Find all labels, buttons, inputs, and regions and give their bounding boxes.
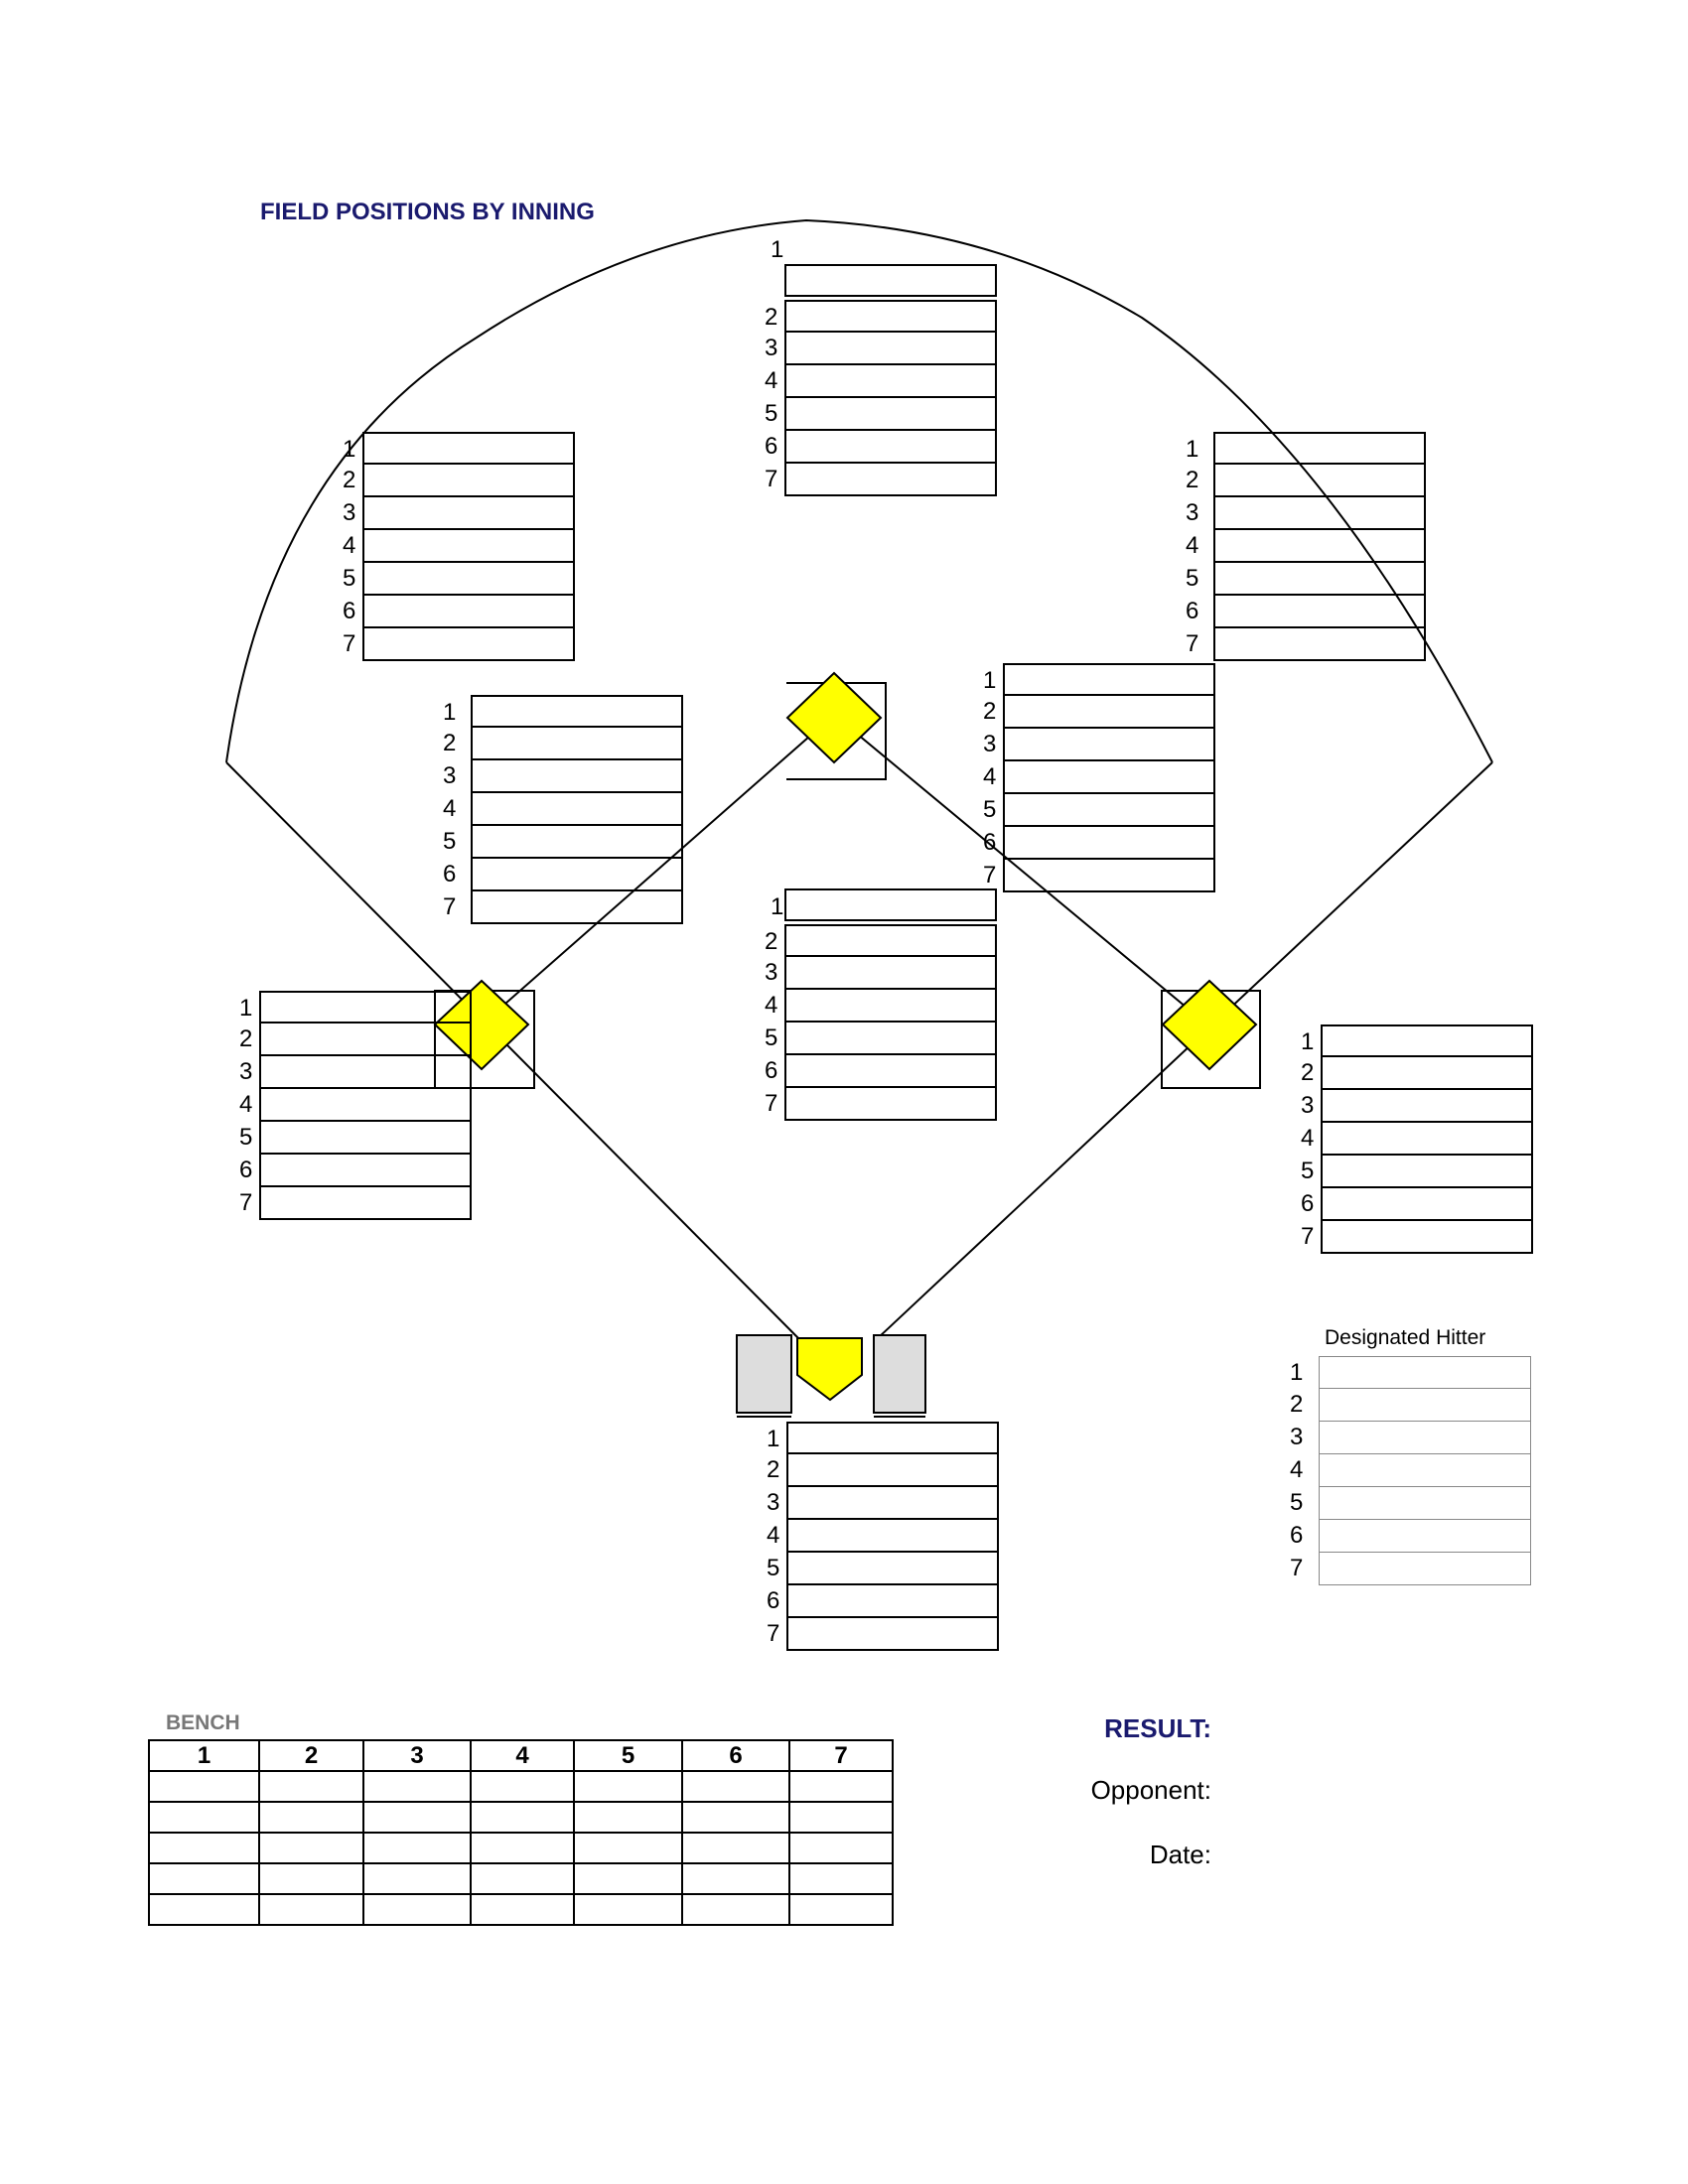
inning-number: 5 xyxy=(239,1124,253,1151)
inning-number: 7 xyxy=(443,893,457,920)
position-cell[interactable] xyxy=(767,1422,999,1454)
bench-column-header: 4 xyxy=(471,1740,574,1771)
inning-number: 6 xyxy=(765,433,778,460)
inning-number: 5 xyxy=(1290,1489,1304,1516)
bench-column-header: 1 xyxy=(149,1740,259,1771)
bench-column-header: 2 xyxy=(259,1740,363,1771)
inning-number: 5 xyxy=(343,565,356,592)
inning-number: 5 xyxy=(765,1024,778,1051)
second-base-icon xyxy=(787,673,881,762)
position-cell[interactable] xyxy=(239,1089,472,1122)
catcher-grid xyxy=(767,1422,999,1651)
bench-cell[interactable] xyxy=(259,1833,363,1863)
position-cell[interactable] xyxy=(443,793,683,826)
position-cell[interactable] xyxy=(1186,465,1426,497)
bench-table xyxy=(148,1739,894,1926)
inning-number: 1 xyxy=(1186,436,1199,463)
inning-number: 2 xyxy=(343,467,356,493)
inning-number: 6 xyxy=(343,598,356,624)
inning-number: 4 xyxy=(1301,1125,1315,1152)
inning-number: 5 xyxy=(1301,1158,1315,1184)
inning-number: 7 xyxy=(765,466,778,492)
position-cell[interactable] xyxy=(1290,1422,1531,1454)
position-cell[interactable] xyxy=(767,1618,999,1651)
bench-cell[interactable] xyxy=(363,1863,471,1894)
inning-number: 1 xyxy=(1290,1359,1304,1386)
inning-number: 1 xyxy=(443,699,457,726)
position-cell[interactable] xyxy=(765,365,997,398)
position-cell[interactable] xyxy=(767,1520,999,1553)
position-cell[interactable] xyxy=(1186,432,1426,465)
bench-cell[interactable] xyxy=(682,1771,789,1802)
inning-number: 3 xyxy=(1290,1424,1304,1450)
page-title: FIELD POSITIONS BY INNING xyxy=(260,199,595,225)
position-cell[interactable] xyxy=(1301,1090,1533,1123)
position-cell[interactable] xyxy=(983,663,1215,696)
position-cell[interactable] xyxy=(765,957,997,990)
position-cell[interactable] xyxy=(1290,1487,1531,1520)
position-cell[interactable] xyxy=(765,333,997,365)
position-cell[interactable] xyxy=(343,530,575,563)
inning-number: 6 xyxy=(443,861,457,887)
position-cell[interactable] xyxy=(1290,1389,1531,1422)
bench-cell[interactable] xyxy=(363,1771,471,1802)
bench-cell[interactable] xyxy=(789,1771,893,1802)
position-cell[interactable] xyxy=(767,1553,999,1585)
inning-number: 6 xyxy=(1301,1190,1315,1217)
inning-number: 2 xyxy=(443,730,457,756)
bench-cell[interactable] xyxy=(259,1894,363,1925)
position-cell[interactable] xyxy=(1301,1123,1533,1156)
inning-number: 3 xyxy=(767,1489,780,1516)
position-cell[interactable] xyxy=(765,1088,997,1121)
position-cell[interactable] xyxy=(239,1122,472,1155)
bench-cell[interactable] xyxy=(149,1771,259,1802)
inning-number: 6 xyxy=(767,1587,780,1614)
position-cell[interactable] xyxy=(765,464,997,496)
position-cell[interactable] xyxy=(1186,563,1426,596)
position-cell[interactable] xyxy=(343,497,575,530)
shortstop-grid xyxy=(443,695,683,924)
position-cell[interactable] xyxy=(1301,1024,1533,1057)
inning-number: 6 xyxy=(1290,1522,1304,1549)
position-cell[interactable] xyxy=(239,1024,472,1056)
inning-number: 6 xyxy=(983,829,997,856)
bench-cell[interactable] xyxy=(149,1833,259,1863)
inning-number: 1 xyxy=(983,667,997,694)
bench-cell[interactable] xyxy=(259,1863,363,1894)
inning-number: 7 xyxy=(1290,1555,1304,1581)
position-cell[interactable] xyxy=(983,696,1215,729)
bench-cell[interactable] xyxy=(259,1771,363,1802)
position-cell[interactable] xyxy=(767,1585,999,1618)
position-cell[interactable] xyxy=(443,859,683,891)
bench-cell[interactable] xyxy=(149,1802,259,1833)
bench-cell[interactable] xyxy=(682,1833,789,1863)
bench-cell[interactable] xyxy=(363,1833,471,1863)
inning-number: 7 xyxy=(343,630,356,657)
inning-number: 1 xyxy=(343,436,356,463)
inning-number: 5 xyxy=(983,796,997,823)
inning-number: 4 xyxy=(983,763,997,790)
bench-row xyxy=(149,1833,893,1863)
center-field-grid xyxy=(765,236,997,496)
bench-column-header: 5 xyxy=(574,1740,682,1771)
position-cell[interactable] xyxy=(443,760,683,793)
position-cell[interactable] xyxy=(765,431,997,464)
inning-number: 5 xyxy=(765,400,778,427)
inning-number: 4 xyxy=(1290,1456,1304,1483)
inning-number: 3 xyxy=(1301,1092,1315,1119)
position-cell[interactable] xyxy=(1301,1221,1533,1254)
bench-cell[interactable] xyxy=(682,1863,789,1894)
left-batter-box xyxy=(737,1335,791,1413)
position-cell[interactable] xyxy=(239,991,472,1024)
bench-column-header: 3 xyxy=(363,1740,471,1771)
position-cell[interactable] xyxy=(343,628,575,661)
inning-number: 4 xyxy=(239,1091,253,1118)
bench-label: BENCH xyxy=(166,1711,240,1734)
position-cell[interactable] xyxy=(765,1055,997,1088)
inning-number: 5 xyxy=(767,1555,780,1581)
bench-cell[interactable] xyxy=(789,1802,893,1833)
inning-number: 7 xyxy=(983,862,997,888)
opponent-label: Opponent: xyxy=(1090,1775,1211,1805)
inning-number: 3 xyxy=(765,335,778,361)
inning-number: 4 xyxy=(767,1522,780,1549)
inning-number: 7 xyxy=(765,1090,778,1117)
inning-number: 2 xyxy=(983,698,997,725)
inning-number: 4 xyxy=(765,367,778,394)
bench-cell[interactable] xyxy=(789,1833,893,1863)
position-cell[interactable] xyxy=(239,1155,472,1187)
inning-number: 6 xyxy=(1186,598,1199,624)
position-cell[interactable] xyxy=(983,827,1215,860)
position-cell[interactable] xyxy=(767,1487,999,1520)
inning-number: 1 xyxy=(771,893,784,920)
position-cell[interactable] xyxy=(343,596,575,628)
bench-cell[interactable] xyxy=(471,1833,574,1863)
inning-number: 3 xyxy=(983,731,997,757)
inning-number: 5 xyxy=(443,828,457,855)
position-cell[interactable] xyxy=(784,888,997,921)
inning-number: 3 xyxy=(443,762,457,789)
inning-number: 2 xyxy=(767,1456,780,1483)
designated-hitter-grid xyxy=(1290,1356,1531,1585)
position-cell[interactable] xyxy=(1186,530,1426,563)
right-batter-box xyxy=(874,1335,925,1413)
bench-row xyxy=(149,1802,893,1833)
position-cell[interactable] xyxy=(239,1187,472,1220)
date-label: Date: xyxy=(1149,1840,1211,1869)
position-cell[interactable] xyxy=(343,563,575,596)
bench-cell[interactable] xyxy=(363,1894,471,1925)
position-cell[interactable] xyxy=(1186,497,1426,530)
position-cell[interactable] xyxy=(1301,1057,1533,1090)
inning-number: 7 xyxy=(1301,1223,1315,1250)
bench-cell[interactable] xyxy=(471,1802,574,1833)
bench-cell[interactable] xyxy=(471,1771,574,1802)
position-cell[interactable] xyxy=(983,794,1215,827)
inning-number: 3 xyxy=(343,499,356,526)
inning-number: 5 xyxy=(1186,565,1199,592)
position-cell[interactable] xyxy=(443,695,683,728)
first-base-icon xyxy=(1163,981,1256,1069)
bench-cell[interactable] xyxy=(471,1863,574,1894)
inning-number: 7 xyxy=(239,1189,253,1216)
position-cell[interactable] xyxy=(239,1056,472,1089)
position-cell[interactable] xyxy=(767,1454,999,1487)
bench-cell[interactable] xyxy=(149,1863,259,1894)
position-cell[interactable] xyxy=(765,1023,997,1055)
position-cell[interactable] xyxy=(1301,1188,1533,1221)
second-base-grid xyxy=(983,663,1215,892)
position-cell[interactable] xyxy=(983,761,1215,794)
inning-number: 4 xyxy=(343,532,356,559)
bench-cell[interactable] xyxy=(574,1894,682,1925)
inning-number: 2 xyxy=(1186,467,1199,493)
inning-number: 7 xyxy=(1186,630,1199,657)
position-cell[interactable] xyxy=(443,728,683,760)
bench-cell[interactable] xyxy=(789,1863,893,1894)
position-cell[interactable] xyxy=(1290,1553,1531,1585)
bench-cell[interactable] xyxy=(574,1771,682,1802)
inning-number: 7 xyxy=(767,1620,780,1647)
bench-cell[interactable] xyxy=(682,1802,789,1833)
position-cell[interactable] xyxy=(1186,596,1426,628)
left-field-grid xyxy=(343,432,575,661)
home-plate-icon xyxy=(797,1338,862,1400)
inning-number: 6 xyxy=(239,1157,253,1183)
inning-number: 1 xyxy=(767,1426,780,1452)
designated-hitter-label: Designated Hitter xyxy=(1325,1326,1486,1349)
bench-column-header: 7 xyxy=(789,1740,893,1771)
pitcher-grid xyxy=(765,893,997,1121)
bench-row xyxy=(149,1771,893,1802)
inning-number: 2 xyxy=(1290,1391,1304,1418)
inning-number: 1 xyxy=(771,236,784,263)
position-cell[interactable] xyxy=(1290,1454,1531,1487)
bench-cell[interactable] xyxy=(259,1802,363,1833)
bench-cell[interactable] xyxy=(363,1802,471,1833)
inning-number: 3 xyxy=(1186,499,1199,526)
result-label: RESULT: xyxy=(1104,1713,1211,1743)
position-cell[interactable] xyxy=(765,924,997,957)
bench-cell[interactable] xyxy=(682,1894,789,1925)
position-cell[interactable] xyxy=(784,264,997,297)
bench-cell[interactable] xyxy=(574,1802,682,1833)
inning-number: 2 xyxy=(765,304,778,331)
position-cell[interactable] xyxy=(765,990,997,1023)
third-base-grid xyxy=(239,991,472,1220)
bench-cell[interactable] xyxy=(574,1863,682,1894)
inning-number: 2 xyxy=(1301,1059,1315,1086)
position-cell[interactable] xyxy=(1290,1356,1531,1389)
position-cell[interactable] xyxy=(443,891,683,924)
inning-number: 2 xyxy=(765,928,778,955)
inning-number: 4 xyxy=(443,795,457,822)
bench-cell[interactable] xyxy=(471,1894,574,1925)
bench-column-header: 6 xyxy=(682,1740,789,1771)
bench-cell[interactable] xyxy=(149,1894,259,1925)
position-cell[interactable] xyxy=(1301,1156,1533,1188)
inning-number: 1 xyxy=(1301,1028,1315,1055)
first-base-grid xyxy=(1301,1024,1533,1254)
inning-number: 6 xyxy=(765,1057,778,1084)
position-cell[interactable] xyxy=(983,729,1215,761)
right-field-grid xyxy=(1186,432,1426,661)
position-cell[interactable] xyxy=(983,860,1215,892)
position-cell[interactable] xyxy=(343,432,575,465)
position-cell[interactable] xyxy=(1290,1520,1531,1553)
inning-number: 1 xyxy=(239,995,253,1022)
position-cell[interactable] xyxy=(765,398,997,431)
bench-row xyxy=(149,1894,893,1925)
bench-cell[interactable] xyxy=(789,1894,893,1925)
inning-number: 4 xyxy=(765,992,778,1019)
inning-number: 2 xyxy=(239,1025,253,1052)
position-cell[interactable] xyxy=(443,826,683,859)
bench-row xyxy=(149,1863,893,1894)
inning-number: 4 xyxy=(1186,532,1199,559)
position-cell[interactable] xyxy=(343,465,575,497)
inning-number: 3 xyxy=(765,959,778,986)
bench-cell[interactable] xyxy=(574,1833,682,1863)
position-cell[interactable] xyxy=(765,300,997,333)
inning-number: 3 xyxy=(239,1058,253,1085)
position-cell[interactable] xyxy=(1186,628,1426,661)
